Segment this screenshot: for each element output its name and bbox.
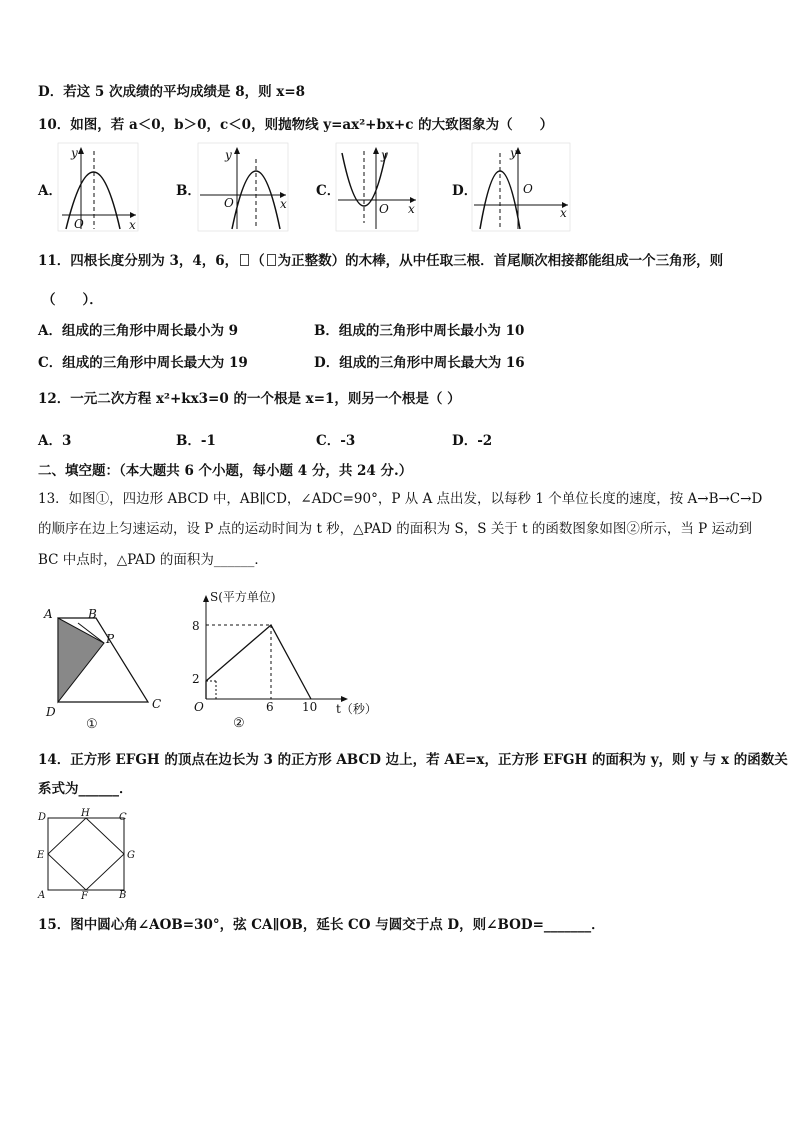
- q10c-origin: O: [379, 202, 389, 216]
- q10d-y-label: y: [510, 146, 517, 160]
- q14-label-e: E: [37, 850, 45, 861]
- fig2-xtick-10: 10: [302, 700, 318, 714]
- fig2-caption: ②: [233, 716, 245, 731]
- fig2-ytick-8: 8: [192, 619, 200, 633]
- q10d-origin: O: [523, 182, 533, 196]
- fig1-caption: ①: [86, 717, 98, 732]
- fig1-label-p: P: [106, 632, 115, 646]
- q15-stem: 15．图中圆心角∠AOB=30°，弦 CA∥OB，延长 CO 与圆交于点 D，则∠BOD=_______．: [38, 917, 605, 933]
- q13-line1: 13．如图①，四边形 ABCD 中，AB∥CD，∠ADC=90°，P 从 A 点出发，以每秒 1 个单位长度的速度，按 A→B→C→D: [38, 491, 763, 507]
- section2-title: 二、填空题：（本大题共 6 个小题，每小题 4 分，共 24 分.）: [38, 463, 413, 479]
- fig1-label-d: D: [46, 705, 56, 719]
- q10-label-d: D．: [452, 183, 478, 199]
- q10c-x-label: x: [408, 202, 415, 216]
- fig2-ylabel: S(平方单位): [210, 590, 276, 604]
- q14-label-d: D: [38, 812, 47, 823]
- q11-option-b: B．组成的三角形中周长最小为 10: [314, 323, 525, 339]
- q10c-y-label: y: [381, 148, 388, 162]
- q12-option-b: B．-1: [176, 433, 216, 449]
- q10-graph-c: [336, 143, 420, 233]
- q12-stem: 12．一元二次方程 x²+kx3=0 的一个根是 x=1，则另一个根是（ ）: [38, 391, 461, 407]
- q10b-origin: O: [224, 196, 234, 210]
- q13-line3: BC 中点时，△PAD 的面积为______．: [38, 552, 268, 568]
- q11-paren: （ ）．: [42, 292, 103, 308]
- fig1-label-a: A: [44, 607, 53, 621]
- q10-graph-a: [58, 143, 140, 233]
- q10-graph-d: [472, 143, 572, 233]
- fig2-xlabel: t（秒）: [336, 702, 377, 716]
- fig2-xtick-6: 6: [266, 700, 274, 714]
- q14-line1: 14．正方形 EFGH 的顶点在边长为 3 的正方形 ABCD 边上，若 AE=x，正方形 EFGH 的面积为 y，则 y 与 x 的函数关: [38, 752, 788, 768]
- q12-option-c: C．-3: [316, 433, 356, 449]
- q10a-origin: O: [74, 217, 84, 231]
- q14-line2: 系式为______．: [38, 781, 133, 797]
- q11-stem: 11．四根长度分别为 3，4，6， （ 为正整数）的木棒，从中任取三根．首尾顺次相接都能组成一个三角形，则: [38, 253, 724, 269]
- q14-figure: [34, 806, 134, 902]
- q14-label-h: H: [81, 808, 90, 819]
- q14-label-a: A: [38, 890, 46, 901]
- q11-option-d: D．组成的三角形中周长最大为 16: [314, 355, 525, 371]
- q13-figure-1: [38, 606, 168, 732]
- q13-line2: 的顺序在边上匀速运动，设 P 点的运动时间为 t 秒，△PAD 的面积为 S，S 关于 t 的函数图象如图②所示，当 P 运动到: [38, 521, 753, 537]
- q10-label-c: C．: [316, 183, 341, 199]
- q14-label-g: G: [127, 850, 135, 861]
- q10d-x-label: x: [560, 206, 567, 220]
- q14-label-b: B: [119, 890, 127, 901]
- q11-option-c: C．组成的三角形中周长最大为 19: [38, 355, 248, 371]
- q11-option-a: A．组成的三角形中周长最小为 9: [38, 323, 239, 339]
- q10b-y-label: y: [225, 148, 232, 162]
- q13-figure-2: [186, 585, 386, 735]
- q10-label-b: B．: [176, 183, 201, 199]
- q10-label-a: A．: [38, 183, 62, 199]
- q10-stem: 10．如图，若 a＜0，b＞0，c＜0，则抛物线 y=ax²+bx+c 的大致图象为（ ）: [38, 117, 554, 133]
- q14-label-c: C: [119, 812, 127, 823]
- fig1-label-b: B: [88, 607, 97, 621]
- fig2-ytick-2: 2: [192, 672, 200, 686]
- q12-option-d: D．-2: [452, 433, 493, 449]
- q9-option-d: D．若这 5 次成绩的平均成绩是 8，则 x=8: [38, 84, 306, 100]
- q14-label-f: F: [81, 891, 88, 902]
- missing-symbol-icon: [240, 254, 249, 266]
- missing-symbol-icon: [267, 254, 276, 266]
- q10b-x-label: x: [280, 197, 287, 211]
- q10a-y-label: y: [71, 146, 78, 160]
- q10a-x-label: x: [129, 218, 136, 232]
- q10-graph-b: [198, 143, 290, 233]
- q12-option-a: A．3: [38, 433, 72, 449]
- fig2-origin: O: [194, 700, 204, 714]
- fig1-label-c: C: [152, 697, 162, 711]
